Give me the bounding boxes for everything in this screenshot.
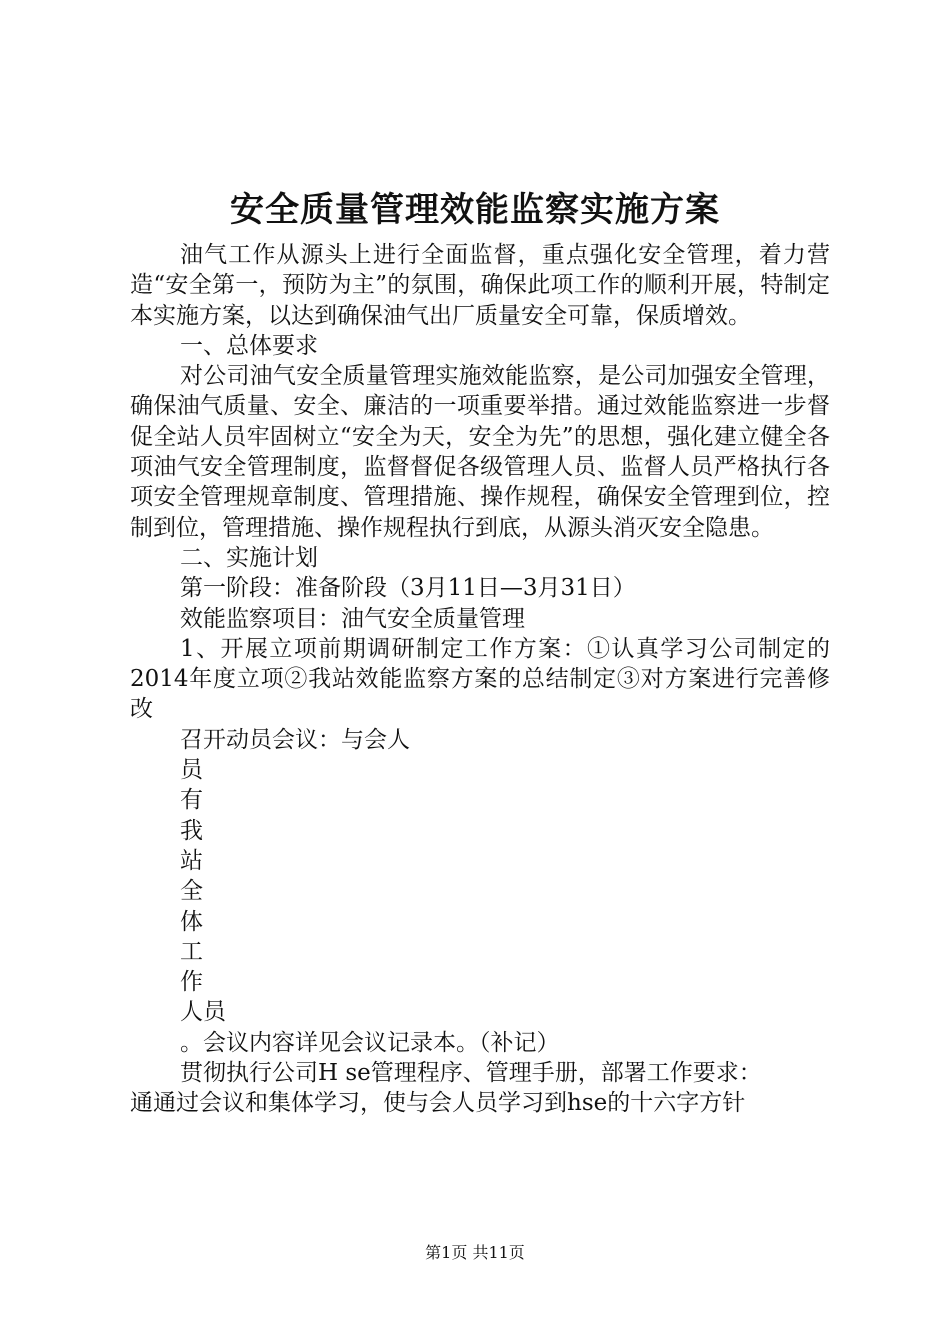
hse-study-line: 通通过会议和集体学习，使与会人员学习到hse的十六字方针 [130, 1090, 746, 1117]
vertical-char: 有 [180, 787, 203, 814]
vertical-char: 工 [180, 938, 203, 965]
vertical-char: 站 [180, 847, 203, 874]
vertical-char: 全 [180, 878, 203, 905]
section-heading-plan: 二、实施计划 [180, 544, 318, 571]
general-requirements-paragraph: 对公司油气安全质量管理实施效能监察，是公司加强安全管理，确保油气质量、安全、廉洁的一项重要举措。通过效能监察进一步督促全站人员牢固树立“安全为天，安全为先”的思想，强化建立健全各项油气安全管理制度，监督督促各级管理人员、监督人员严格执行各项安全管理规章制度、管理措施、操作规程，确保安全管理到位，控制到位，管理措施、操作规程执行到底，从源头消灭安全隐患。 [130, 363, 830, 541]
meeting-note-line: 。会议内容详见会议记录本。（补记） [180, 1029, 560, 1056]
stage-one-heading: 第一阶段：准备阶段（3月11日—3月31日） [180, 575, 636, 602]
vertical-char: 我 [180, 817, 203, 844]
page-number: 第1页 共11页 [425, 1243, 525, 1262]
document-title: 安全质量管理效能监察实施方案 [230, 190, 720, 230]
step-one-paragraph: 1、开展立项前期调研制定工作方案：①认真学习公司制定的2014年度立项②我站效能监察方案的总结制定③对方案进行完善修改 [130, 635, 830, 723]
hse-implementation-line: 贯彻执行公司H se管理程序、管理手册，部署工作要求： [180, 1060, 762, 1087]
vertical-char: 作 [180, 969, 203, 996]
vertical-char: 人员 [180, 999, 226, 1026]
section-heading-general: 一、总体要求 [180, 332, 318, 359]
meeting-line: 召开动员会议：与会人 [180, 726, 410, 753]
intro-paragraph: 油气工作从源头上进行全面监督，重点强化安全管理，着力营造“安全第一，预防为主”的氛围，确保此项工作的顺利开展，特制定本实施方案，以达到确保油气出厂质量安全可靠，保质增效。 [130, 242, 830, 329]
document-body [130, 240, 830, 1119]
vertical-char: 员 [180, 757, 203, 784]
project-name-line: 效能监察项目：油气安全质量管理 [180, 605, 525, 632]
vertical-char: 体 [180, 908, 203, 935]
